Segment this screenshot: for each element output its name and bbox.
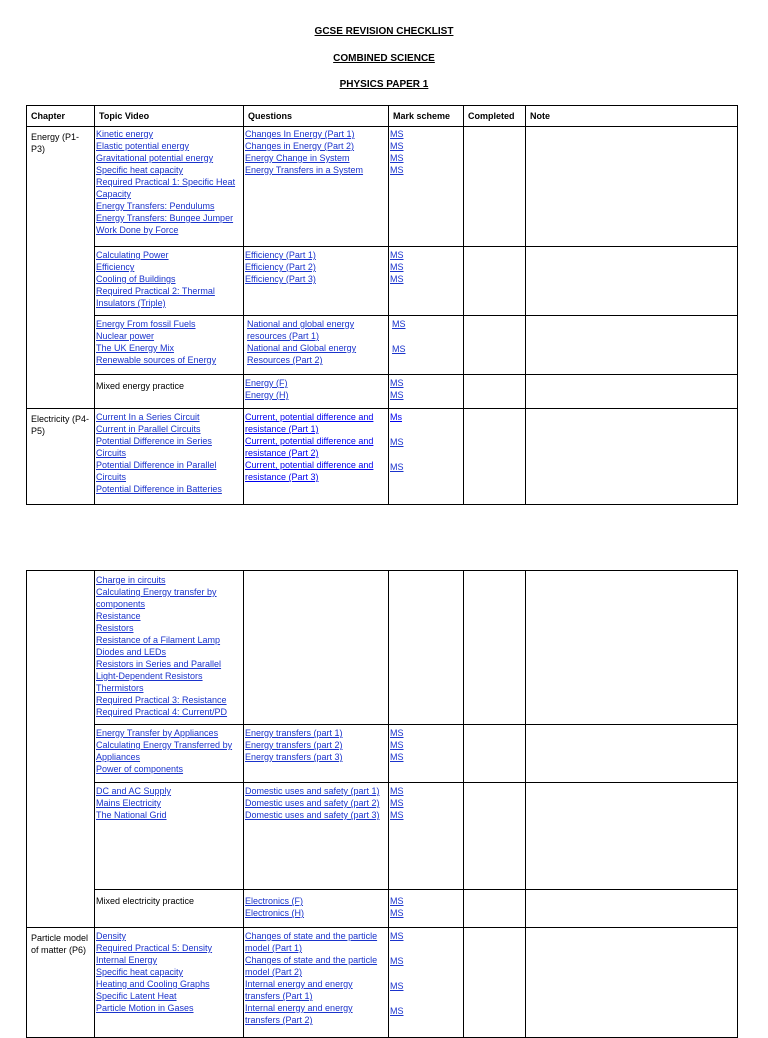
mark-scheme-link[interactable]: MS <box>390 728 404 738</box>
table-row <box>27 571 738 725</box>
note-cell[interactable] <box>526 571 738 725</box>
mark-scheme-link[interactable]: MS <box>392 344 406 354</box>
mark-scheme-link[interactable]: MS <box>390 141 404 151</box>
video-link[interactable]: Calculating Energy transfer by components <box>96 587 217 609</box>
video-link[interactable]: Required Practical 5: Density <box>96 943 213 953</box>
chapter-particle-model: Particle model of matter (P6) <box>27 928 95 1038</box>
video-link[interactable]: Elastic potential energy <box>96 141 190 151</box>
video-link[interactable]: Density <box>96 931 127 941</box>
video-link[interactable]: Energy Transfers: Bungee Jumper <box>96 213 234 223</box>
video-link[interactable]: Nuclear power <box>96 331 155 341</box>
completed-cell[interactable] <box>464 928 526 1038</box>
completed-cell[interactable] <box>464 571 526 725</box>
question-link[interactable]: Internal energy and energy transfers (Part 1) <box>245 979 353 1001</box>
question-link[interactable]: Changes In Energy (Part 1) <box>245 129 355 139</box>
question-link[interactable]: Efficiency (Part 3) <box>245 274 316 284</box>
question-link[interactable]: Energy transfers (part 3) <box>245 752 343 762</box>
completed-cell[interactable] <box>464 890 526 928</box>
topic-video-cell <box>95 928 244 1038</box>
note-cell[interactable] <box>526 127 738 247</box>
question-link[interactable]: Energy Transfers in a System <box>245 165 364 175</box>
question-link[interactable]: Internal energy and energy transfers (Part 2) <box>245 1003 353 1025</box>
video-link[interactable]: Diodes and LEDs <box>96 647 167 657</box>
video-link[interactable]: Gravitational potential energy <box>96 153 214 163</box>
topic-video-cell <box>95 571 244 725</box>
mark-scheme-link[interactable]: MS <box>390 896 404 906</box>
chapter-electricity-continued <box>27 571 95 928</box>
completed-cell[interactable] <box>464 127 526 247</box>
mark-scheme-link[interactable]: MS <box>390 378 404 388</box>
video-link[interactable]: Resistors in Series and Parallel <box>96 659 222 669</box>
mark-scheme-cell <box>389 890 464 928</box>
video-link[interactable]: Potential Difference in Series Circuits <box>96 436 212 458</box>
table-row <box>27 928 738 1038</box>
mark-scheme-link[interactable]: MS <box>390 274 404 284</box>
topic-video-cell <box>95 725 244 783</box>
mark-scheme-link[interactable]: MS <box>392 319 406 329</box>
mark-scheme-cell <box>389 409 464 505</box>
completed-cell[interactable] <box>464 247 526 316</box>
note-cell[interactable] <box>526 409 738 505</box>
chapter-energy: Energy (P1-P3) <box>27 127 95 409</box>
question-link[interactable]: Energy transfers (part 2) <box>245 740 343 750</box>
mark-scheme-cell <box>389 783 464 890</box>
mark-scheme-link[interactable]: MS <box>390 1006 404 1016</box>
question-link[interactable]: Electronics (F) <box>245 896 304 906</box>
note-cell[interactable] <box>526 247 738 316</box>
header-row <box>27 106 738 127</box>
video-link[interactable]: Potential Difference in Parallel Circuits <box>96 460 217 482</box>
col-questions: Questions <box>244 106 389 127</box>
mark-scheme-cell <box>389 571 464 725</box>
video-link[interactable]: Calculating Power <box>96 250 169 260</box>
checklist-table-1 <box>26 105 738 505</box>
mark-scheme-link[interactable]: MS <box>390 250 404 260</box>
video-link[interactable]: Resistance <box>96 611 141 621</box>
table-row <box>27 783 738 890</box>
note-cell[interactable] <box>526 783 738 890</box>
mark-scheme-link[interactable]: MS <box>390 437 404 447</box>
mark-scheme-link[interactable]: MS <box>390 786 404 796</box>
note-cell[interactable] <box>526 316 738 375</box>
video-link[interactable]: Renewable sources of Energy <box>96 355 217 365</box>
video-link[interactable]: Calculating Energy Transferred by Appliances <box>96 740 233 762</box>
mark-scheme-link[interactable]: MS <box>390 165 404 175</box>
mark-scheme-link[interactable]: MS <box>390 752 404 762</box>
topic-video-cell <box>95 409 244 505</box>
questions-cell <box>244 571 389 725</box>
checklist-table-2 <box>26 570 738 1038</box>
video-link[interactable]: Energy From fossil Fuels <box>96 319 196 329</box>
topic-video-cell <box>95 127 244 247</box>
video-link[interactable]: Cooling of Buildings <box>96 274 176 284</box>
topic-video-cell <box>95 890 244 928</box>
video-link[interactable]: Particle Motion in Gases <box>96 1003 194 1013</box>
video-link[interactable]: Energy Transfers: Pendulums <box>96 201 215 211</box>
video-link[interactable]: Specific heat capacity <box>96 165 184 175</box>
question-link[interactable]: Changes in Energy (Part 2) <box>245 141 355 151</box>
mark-scheme-link[interactable]: MS <box>390 390 404 400</box>
note-cell[interactable] <box>526 928 738 1038</box>
table-row <box>27 375 738 409</box>
table-row <box>27 890 738 928</box>
mark-scheme-link[interactable]: MS <box>390 462 404 472</box>
video-link[interactable]: Specific Latent Heat <box>96 991 177 1001</box>
questions-cell <box>244 783 389 890</box>
video-link[interactable]: Potential Difference in Batteries <box>96 484 222 494</box>
questions-cell <box>244 409 389 505</box>
video-link[interactable]: Internal Energy <box>96 955 158 965</box>
mark-scheme-cell <box>389 316 464 375</box>
note-cell[interactable] <box>526 890 738 928</box>
question-link[interactable]: Energy Change in System <box>245 153 350 163</box>
topic-video-cell <box>95 316 244 375</box>
mark-scheme-link[interactable]: MS <box>390 798 404 808</box>
note-cell[interactable] <box>526 375 738 409</box>
question-link[interactable]: Energy transfers (part 1) <box>245 728 343 738</box>
video-link[interactable]: Energy Transfer by Appliances <box>96 728 219 738</box>
table-row <box>27 725 738 783</box>
question-link[interactable]: Domestic uses and safety (part 2) <box>245 798 380 808</box>
topic-video-cell <box>95 783 244 890</box>
mark-scheme-cell <box>389 375 464 409</box>
question-link[interactable]: Changes of state and the particle model (Part 2) <box>245 955 378 977</box>
mark-scheme-link[interactable]: MS <box>390 981 404 991</box>
completed-cell[interactable] <box>464 783 526 890</box>
video-link[interactable]: Required Practical 4: Current/PD <box>96 707 228 717</box>
video-link[interactable]: Work Done by Force <box>96 225 179 235</box>
video-link[interactable]: DC and AC Supply <box>96 786 172 796</box>
video-link[interactable]: Power of components <box>96 764 184 774</box>
questions-cell <box>244 375 389 409</box>
mark-scheme-link[interactable]: MS <box>390 129 404 139</box>
mark-scheme-link[interactable]: MS <box>390 931 404 941</box>
col-completed: Completed <box>464 106 526 127</box>
video-link[interactable]: Efficiency <box>96 262 135 272</box>
question-link[interactable]: Energy (F) <box>245 378 288 388</box>
note-cell[interactable] <box>526 725 738 783</box>
question-link[interactable]: Changes of state and the particle model (Part 1) <box>245 931 378 953</box>
mark-scheme-link[interactable]: MS <box>390 810 404 820</box>
questions-cell <box>244 928 389 1038</box>
video-link[interactable]: The National Grid <box>96 810 167 820</box>
mark-scheme-link[interactable]: MS <box>390 153 404 163</box>
table-row <box>27 409 738 505</box>
mark-scheme-cell <box>389 127 464 247</box>
video-link[interactable]: The UK Energy Mix <box>96 343 175 353</box>
col-note: Note <box>526 106 738 127</box>
mark-scheme-cell <box>389 725 464 783</box>
completed-cell[interactable] <box>464 316 526 375</box>
question-link[interactable]: Current, potential difference and resistance (Part 2) <box>245 436 374 458</box>
video-link[interactable]: Kinetic energy <box>96 129 154 139</box>
question-link[interactable]: Efficiency (Part 1) <box>245 250 316 260</box>
chapter-electricity: Electricity (P4-P5) <box>27 409 95 505</box>
question-link[interactable]: National and global energy resources (Part 1) <box>247 319 355 341</box>
mark-scheme-link[interactable]: MS <box>390 262 404 272</box>
table-row <box>27 247 738 316</box>
completed-cell[interactable] <box>464 725 526 783</box>
mark-scheme-cell <box>389 247 464 316</box>
mark-scheme-link[interactable]: Ms <box>390 412 402 422</box>
video-link[interactable]: Current In a Series Circuit <box>96 412 200 422</box>
question-link[interactable]: Efficiency (Part 2) <box>245 262 316 272</box>
mark-scheme-link[interactable]: MS <box>390 740 404 750</box>
question-link[interactable]: Domestic uses and safety (part 3) <box>245 810 380 820</box>
video-link[interactable]: Thermistors <box>96 683 144 693</box>
video-link[interactable]: Specific heat capacity <box>96 967 184 977</box>
video-link[interactable]: Current in Parallel Circuits <box>96 424 201 434</box>
question-link[interactable]: Electronics (H) <box>245 908 305 918</box>
col-topic-video: Topic Video <box>95 106 244 127</box>
video-link[interactable]: Light-Dependent Resistors <box>96 671 203 681</box>
questions-cell <box>244 127 389 247</box>
video-link[interactable]: Required Practical 2: Thermal Insulators (Triple) <box>96 286 215 308</box>
video-link[interactable]: Required Practical 3: Resistance <box>96 695 227 705</box>
questions-cell <box>244 316 389 375</box>
question-link[interactable]: Current, potential difference and resistance (Part 3) <box>245 460 374 482</box>
paper-title: PHYSICS PAPER 1 <box>339 79 429 90</box>
question-link[interactable]: National and Global energy Resources (Part 2) <box>247 343 357 365</box>
video-link[interactable]: Resistors <box>96 623 134 633</box>
col-mark-scheme: Mark scheme <box>389 106 464 127</box>
video-link[interactable]: Mains Electricity <box>96 798 162 808</box>
topic-video-cell <box>95 375 244 409</box>
mixed-practice-label: Mixed energy practice <box>96 381 185 391</box>
completed-cell[interactable] <box>464 409 526 505</box>
mark-scheme-link[interactable]: MS <box>390 956 404 966</box>
document-subtitle: COMBINED SCIENCE <box>333 53 435 64</box>
mixed-practice-label: Mixed electricity practice <box>96 896 195 906</box>
col-chapter: Chapter <box>27 106 95 127</box>
video-link[interactable]: Resistance of a Filament Lamp <box>96 635 221 645</box>
questions-cell <box>244 890 389 928</box>
document-title: GCSE REVISION CHECKLIST <box>314 26 454 37</box>
questions-cell <box>244 725 389 783</box>
completed-cell[interactable] <box>464 375 526 409</box>
mark-scheme-link[interactable]: MS <box>390 908 404 918</box>
question-link[interactable]: Current, potential difference and resistance (Part 1) <box>245 412 374 434</box>
question-link[interactable]: Domestic uses and safety (part 1) <box>245 786 380 796</box>
video-link[interactable]: Required Practical 1: Specific Heat Capacity <box>96 177 236 199</box>
table-row <box>27 127 738 247</box>
questions-cell <box>244 247 389 316</box>
question-link[interactable]: Energy (H) <box>245 390 289 400</box>
table-row <box>27 316 738 375</box>
video-link[interactable]: Heating and Cooling Graphs <box>96 979 210 989</box>
mark-scheme-cell <box>389 928 464 1038</box>
video-link[interactable]: Charge in circuits <box>96 575 166 585</box>
topic-video-cell <box>95 247 244 316</box>
